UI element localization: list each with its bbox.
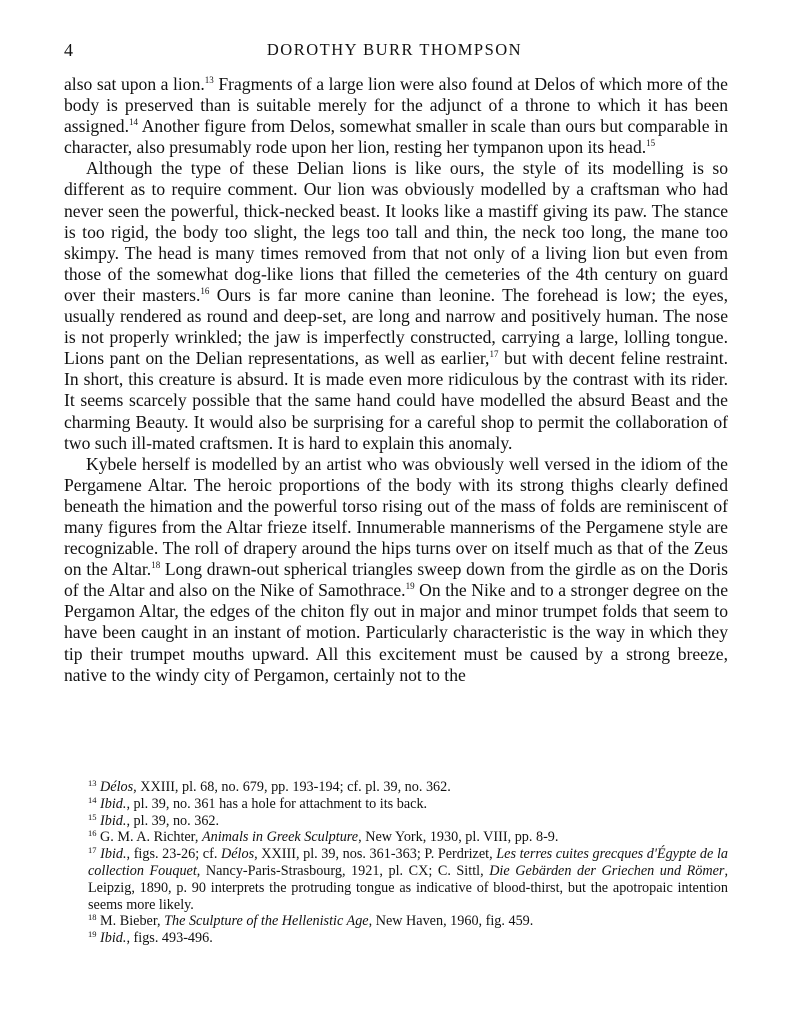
footnote-text: , pl. 39, no. 362. xyxy=(126,812,220,829)
paragraph-text: On the Nike and to a stronger degree on the Pergamon Altar, the edges of the chiton fly out in major and minor trumpet folds that seem to have been caught in an instant of motion. Particularly characteristic is the way in which they tip their trumpet mouths upward. All this excitement must be caused by a strong breeze, native to the windy city of Pergamon, certainly not to the xyxy=(64,580,729,685)
footnote-title: The Sculpture of the Hellenistic Age xyxy=(164,913,369,930)
footnote-reference: 18 xyxy=(151,560,161,571)
footnote-text: , New York, 1930, pl. VIII, pp. 8-9. xyxy=(358,829,559,846)
footnote xyxy=(64,846,728,913)
footnote-title: Die Gebärden der Griechen und Römer xyxy=(489,862,725,879)
footnote-text: G. M. A. Richter, xyxy=(100,829,202,846)
footnote xyxy=(64,829,728,846)
footnote-text: M. Bieber, xyxy=(100,913,165,930)
footnote-number: 15 xyxy=(88,811,97,822)
footnote xyxy=(64,796,728,813)
footnote-title: Ibid. xyxy=(100,812,127,829)
paragraph-text: Fragments of a large lion were also found at Delos of which more of the body is preserved than is suitable merely for the adjunct of a throne to which it has been assigned. xyxy=(64,74,728,137)
footnote-text: , figs. 23-26; cf. xyxy=(126,846,221,863)
paragraph-text: Ours is far more canine than leonine. The forehead is low; the eyes, usually rendered as round and deep-set, are long and narrow and positively human. The nose is not properly wrinkled; the jaw is imperfectly constructed, carrying a large, lolling tongue. Lions pant on the Delian representations, as well as earlier, xyxy=(64,284,729,369)
footnotes xyxy=(64,779,728,947)
footnote-reference: 15 xyxy=(646,138,656,149)
footnote xyxy=(64,930,728,947)
footnote-reference: 16 xyxy=(200,285,210,296)
paragraph-text: Kybele herself is modelled by an artist who was obviously well versed in the idiom of the Pergamene Altar. The heroic proportions of the body with its strong thighs clearly defined beneath the himation and the powerful torso rising out of the mass of folds are reminiscent of many figures from the Altar frieze itself. Innumerable mannerisms of the Pergamene style are recognizable. The roll of drapery around the hips turns over on itself much as that of the Zeus on the Altar. xyxy=(64,453,728,580)
footnote-text: , New Haven, 1960, fig. 459. xyxy=(368,913,534,930)
footnote-number: 13 xyxy=(88,778,97,788)
page-header xyxy=(64,40,725,64)
paragraph-text: also sat upon a lion. xyxy=(64,74,205,94)
footnote-text: , Leipzig, 1890, p. 90 interprets the protruding tongue as indicative of blood-thirst, but the apotropaic intention seems more likely. xyxy=(88,862,728,913)
footnote-reference: 17 xyxy=(489,349,499,360)
footnote xyxy=(64,813,728,830)
footnote-title: Les terres cuites grecques d'Égypte de la collection Fouquet xyxy=(88,846,728,879)
footnote-text: , XXIII, pl. 39, nos. 361-363; P. Perdrizet, xyxy=(254,846,497,863)
body-paragraph xyxy=(64,454,728,686)
footnote xyxy=(64,913,728,930)
footnote-number: 18 xyxy=(88,912,97,923)
footnote-text: , figs. 493-496. xyxy=(126,930,213,947)
footnote-title: Ibid. xyxy=(100,846,127,863)
footnote-number: 19 xyxy=(88,929,97,940)
paragraph-text: Long drawn-out spherical triangles sweep down from the girdle as on the Doris of the Altar and also on the Nike of Samothrace. xyxy=(64,559,728,601)
footnote xyxy=(64,779,728,796)
body-paragraph xyxy=(64,158,728,453)
footnote-number: 16 xyxy=(88,828,97,839)
body-paragraph xyxy=(64,74,728,158)
paragraph-text: but with decent feline restraint. In short, this creature is absurd. It is made even more ridiculous by the contrast with its rider. It seems scarcely possible that the same hand could have modelled the absurd Beast and the charming Beauty. It would also be surprising for a careful shop to permit the collaboration of two such ill-mated craftsmen. It is hard to explain this anomaly. xyxy=(64,348,728,453)
footnote-number: 17 xyxy=(88,845,97,856)
footnote-reference: 13 xyxy=(204,75,214,85)
footnote-text: , Nancy-Paris-Strasbourg, 1921, pl. CX; C. Sittl, xyxy=(196,862,490,879)
footnote-title: Ibid. xyxy=(100,795,127,812)
footnote-reference: 19 xyxy=(405,581,415,592)
footnote-number: 14 xyxy=(88,794,97,805)
page-number: 4 xyxy=(64,40,74,60)
body-text xyxy=(64,74,728,686)
footnote-text: , XXIII, pl. 68, no. 679, pp. 193-194; cf. pl. 39, no. 362. xyxy=(133,779,451,795)
running-title: DOROTHY BURR THOMPSON xyxy=(266,40,523,59)
footnote-title: Ibid. xyxy=(100,930,127,947)
footnote-title: Animals in Greek Sculpture xyxy=(201,829,359,846)
footnote-title: Délos xyxy=(100,779,134,795)
footnote-reference: 14 xyxy=(129,117,138,128)
footnote-title: Délos xyxy=(221,846,255,863)
paragraph-text: Another figure from Delos, somewhat smaller in scale than ours but comparable in character, also presumably rode upon her lion, resting her tympanon upon its head. xyxy=(64,116,728,158)
footnote-text: , pl. 39, no. 361 has a hole for attachment to its back. xyxy=(126,795,428,812)
paragraph-text: Although the type of these Delian lions is like ours, the style of its modelling is so different as to require comment. Our lion was obviously modelled by a craftsman who had never seen the powerful, thick-necked beast. It looks like a mastiff giving its paw. The stance is too rigid, the body too slight, the legs too tall and thin, the neck too long, the mane too skimpy. The head is many times removed from that not only of a living lion but even from those of the somewhat dog-like lions that filled the cemeteries of the 4th century on guard over their masters. xyxy=(64,158,728,305)
